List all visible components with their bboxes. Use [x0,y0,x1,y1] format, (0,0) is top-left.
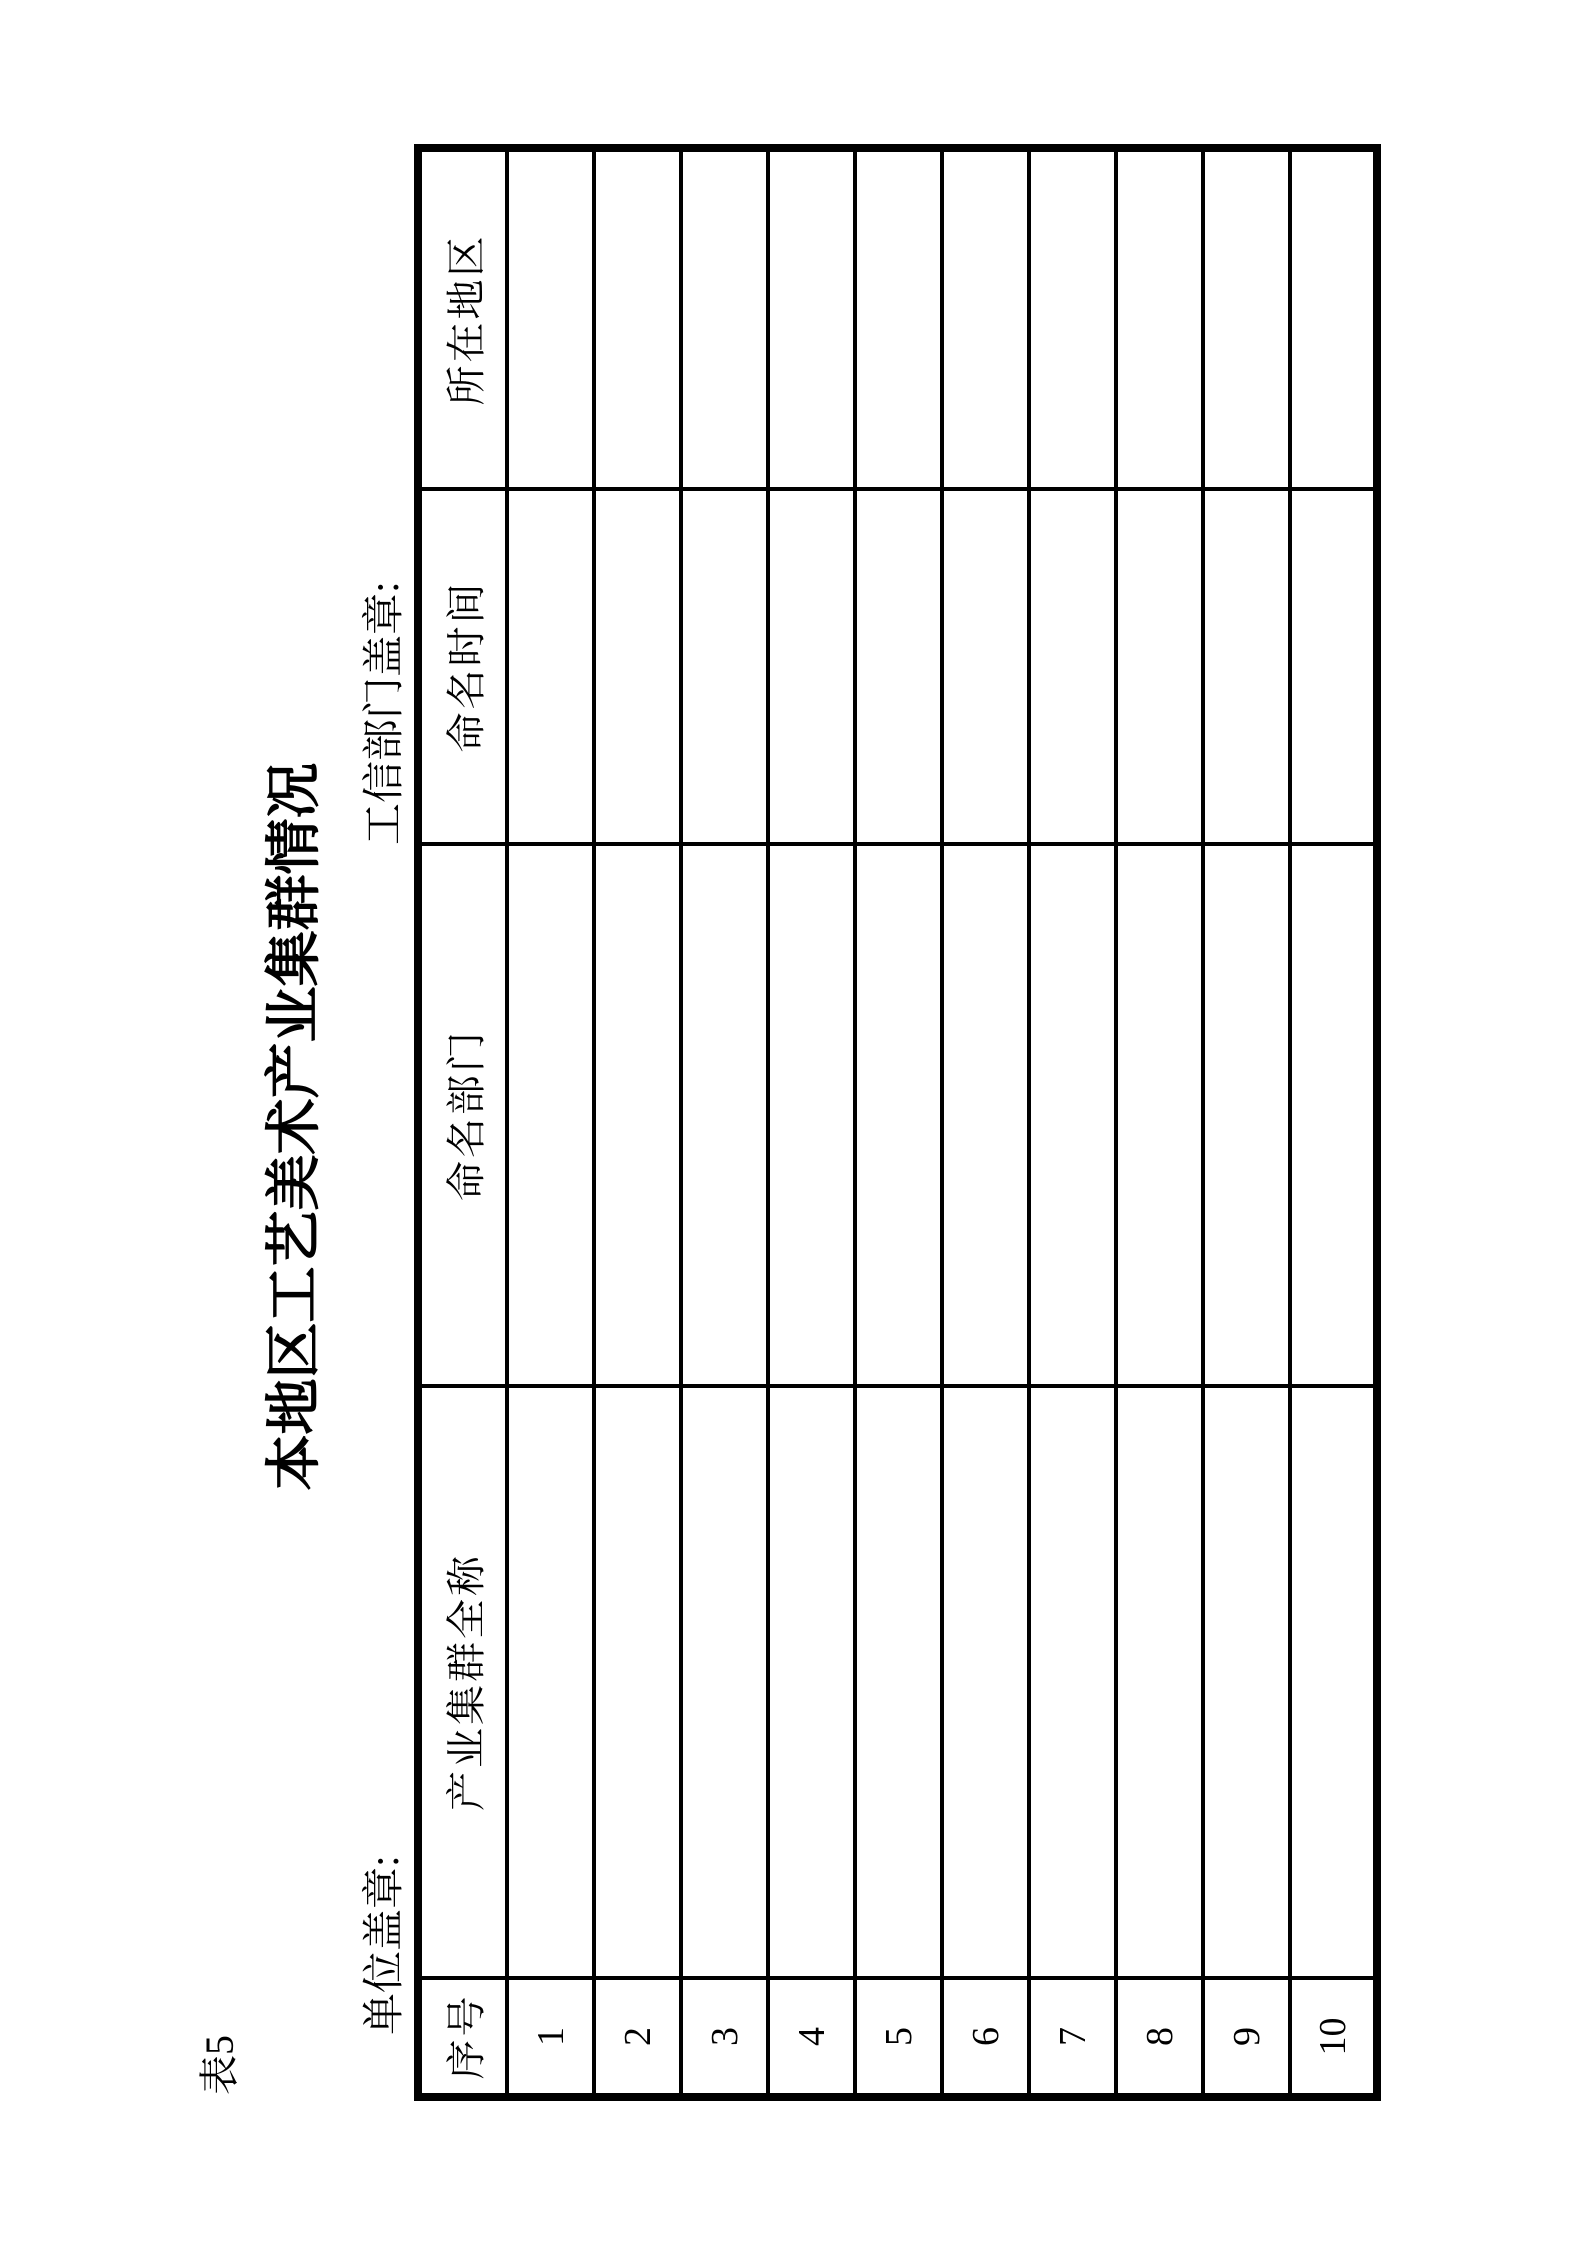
row-number-cell: 8 [1116,1978,1203,2097]
region-cell [855,148,942,489]
cluster-name-cell [1290,1386,1377,1978]
table-row [855,148,942,2097]
naming-date-cell [1203,489,1290,844]
region-cell [1116,148,1203,489]
cluster-name-cell [1203,1386,1290,1978]
row-number-cell: 1 [507,1978,594,2097]
row-number-cell: 10 [1290,1978,1377,2097]
naming-date-cell [681,489,768,844]
cluster-name-cell [681,1386,768,1978]
naming-date-cell [1116,489,1203,844]
col-header-naming-date: 命名时间 [418,489,507,844]
row-number-cell: 6 [942,1978,1029,2097]
naming-date-cell [942,489,1029,844]
cluster-name-cell [942,1386,1029,1978]
header-row [418,148,507,2097]
naming-date-cell [507,489,594,844]
naming-date-cell [768,489,855,844]
row-number-cell: 7 [1029,1978,1116,2097]
cluster-name-cell [1029,1386,1116,1978]
table-row [594,148,681,2097]
cluster-name-cell [1116,1386,1203,1978]
col-header-cluster-name: 产业集群全称 [418,1386,507,1978]
region-cell [1203,148,1290,489]
ministry-stamp-label: 工信部门盖章: [362,581,408,845]
col-header-index: 序号 [418,1978,507,2097]
table-row [1203,148,1290,2097]
table-row [768,148,855,2097]
col-header-naming-department: 命名部门 [418,844,507,1386]
naming-date-cell [855,489,942,844]
naming-department-cell [942,844,1029,1386]
naming-date-cell [1029,489,1116,844]
naming-date-cell [594,489,681,844]
naming-department-cell [1203,844,1290,1386]
naming-department-cell [1290,844,1377,1386]
sheet-label: 表5 [197,2035,242,2095]
table-row [942,148,1029,2097]
region-cell [507,148,594,489]
row-number-cell: 9 [1203,1978,1290,2097]
cluster-name-cell [594,1386,681,1978]
cluster-name-cell [768,1386,855,1978]
region-cell [1290,148,1377,489]
table-row [1029,148,1116,2097]
cluster-name-cell [507,1386,594,1978]
naming-department-cell [1116,844,1203,1386]
row-number-cell: 3 [681,1978,768,2097]
naming-department-cell [681,844,768,1386]
unit-stamp-label: 单位盖章: [362,1855,408,2035]
table-row [681,148,768,2097]
naming-department-cell [768,844,855,1386]
table-row [1116,148,1203,2097]
table-row [507,148,594,2097]
col-header-region: 所在地区 [418,148,507,489]
clusters-table [414,144,1381,2101]
region-cell [942,148,1029,489]
region-cell [681,148,768,489]
cluster-name-cell [855,1386,942,1978]
naming-department-cell [855,844,942,1386]
naming-date-cell [1290,489,1377,844]
region-cell [594,148,681,489]
row-number-cell: 4 [768,1978,855,2097]
page-title: 本地区工艺美术产业集群情况 [264,762,326,1491]
row-number-cell: 5 [855,1978,942,2097]
naming-department-cell [1029,844,1116,1386]
naming-department-cell [507,844,594,1386]
row-number-cell: 2 [594,1978,681,2097]
region-cell [1029,148,1116,489]
region-cell [768,148,855,489]
table-row [1290,148,1377,2097]
naming-department-cell [594,844,681,1386]
